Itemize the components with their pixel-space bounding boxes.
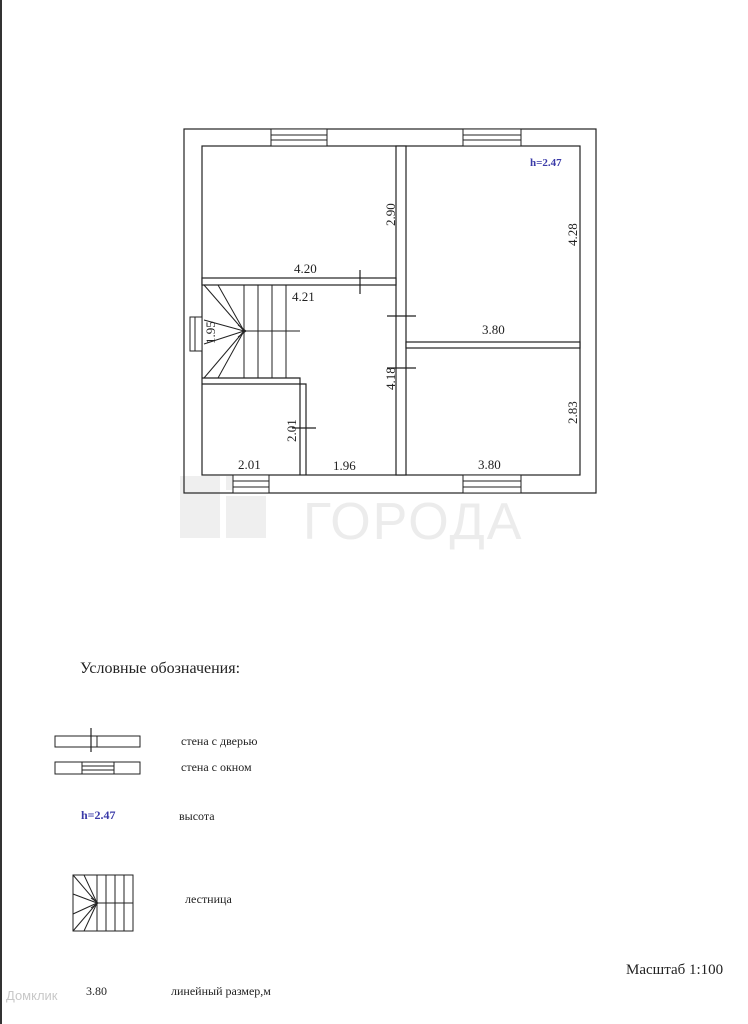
outer-wall-outline <box>184 129 596 493</box>
partition-top-left <box>202 278 396 285</box>
legend-window-label: стена с окном <box>181 760 252 774</box>
dim-hall-bottom-width: 1.96 <box>333 458 356 473</box>
watermark-text: ГОРОДА <box>303 493 524 551</box>
partition-right <box>406 342 580 348</box>
legend-window-symbol <box>54 761 144 777</box>
window-top-right <box>463 129 521 146</box>
dim-hall-height: 4.18 <box>383 367 398 390</box>
window-bottom-left <box>233 475 269 493</box>
legend-dimension-label: линейный размер,м <box>171 984 271 998</box>
legend-door-label: стена с дверью <box>181 734 258 748</box>
legend-height-value: h=2.47 <box>81 808 116 822</box>
legend-dimension-value: 3.80 <box>86 984 107 998</box>
inner-wall-outline <box>202 146 580 475</box>
window-bottom-right <box>463 475 521 493</box>
dim-hall-width: 4.21 <box>292 289 315 304</box>
window-top-left <box>271 129 327 146</box>
legend-door-symbol <box>54 728 144 752</box>
dim-right-bottom-room-width: 3.80 <box>478 457 501 472</box>
legend-height-label: высота <box>179 809 215 823</box>
central-partition <box>396 146 406 475</box>
dim-small-room-width: 2.01 <box>238 457 261 472</box>
dim-top-left-room-width: 4.20 <box>294 261 317 276</box>
dim-top-left-room-height: 2.90 <box>383 203 398 226</box>
legend-stairs-symbol <box>72 874 136 934</box>
dim-right-top-room-height: 4.28 <box>565 223 580 246</box>
stairs <box>204 285 300 378</box>
corner-watermark: Домклик <box>6 988 58 1003</box>
scale-label: Масштаб 1:100 <box>626 962 724 978</box>
legend-stairs-label: лестница <box>185 892 232 906</box>
dim-right-bottom-room-height: 2.83 <box>565 401 580 424</box>
dim-small-room-height: 2.01 <box>284 419 299 442</box>
legend-title: Условные обозначения: <box>80 660 241 677</box>
dim-right-top-room-width: 3.80 <box>482 322 505 337</box>
window-left <box>190 317 202 351</box>
dim-stair-length: 1.95 <box>203 321 218 344</box>
height-label: h=2.47 <box>530 157 562 169</box>
